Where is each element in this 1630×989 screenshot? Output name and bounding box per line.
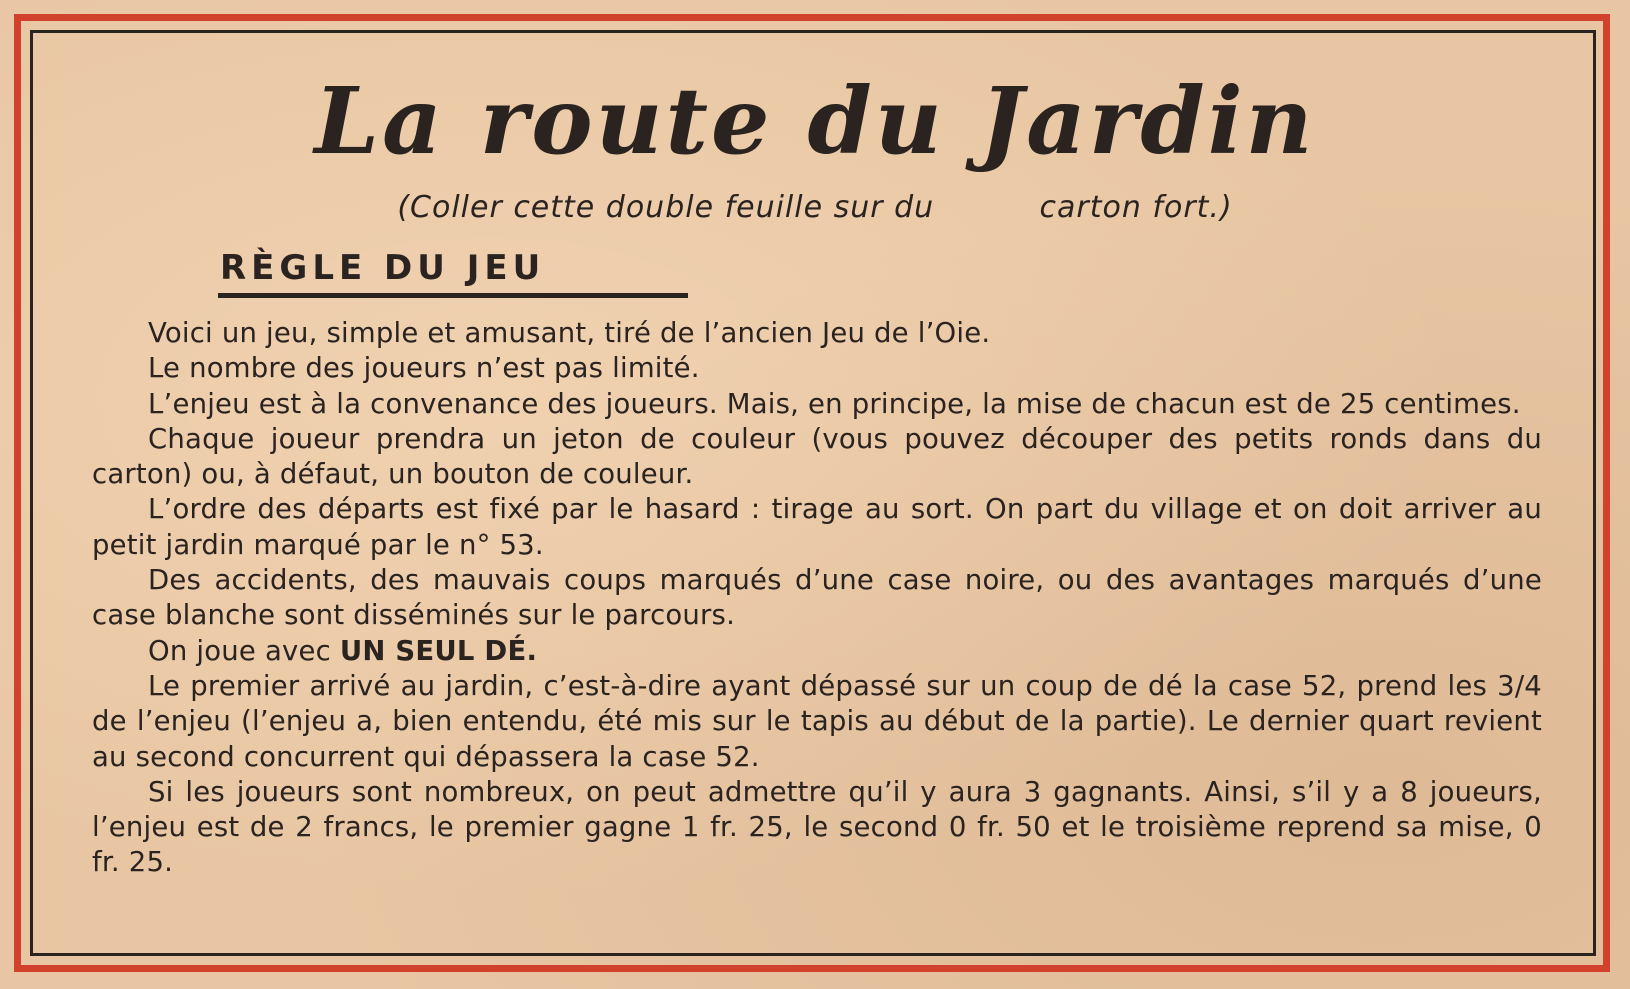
rules-paragraph-6: Des accidents, des mauvais coups marqués d’une case noire, ou des avantages marqués d’une case blanche sont disséminés sur le parcours.: [92, 564, 1542, 632]
rules-paragraph-1: Voici un jeu, simple et amusant, tiré de l’ancien Jeu de l’Oie.: [148, 317, 991, 349]
rules-paragraph-5: L’ordre des départs est fixé par le hasard : tirage au sort. On part du village et on doit arriver au petit jardin marqué par le n° 53.: [92, 493, 1542, 561]
rules-paragraph-8: Le premier arrivé au jardin, c’est-à-dire ayant dépassé sur un coup de dé la case 52, prend les 3/4 de l’enjeu (l’enjeu a, bien entendu, été mis sur le tapis au début de la partie). Le dernier quart revient au second concurrent qui dépassera la case 52.: [92, 669, 1542, 773]
rules-body: [92, 316, 1542, 881]
rules-paragraph-3: L’enjeu est à la convenance des joueurs. Mais, en principe, la mise de chacun est de 25 centimes.: [148, 387, 1521, 420]
rules-paragraph-9: Si les joueurs sont nombreux, on peut admettre qu’il y aura 3 gagnants. Ainsi, s’il y a 8 joueurs, l’enjeu est de 2 francs, le premier gagne 1 fr. 25, le second 0 fr. 50 et le troisième reprend sa mise, 0 fr. 25.: [92, 775, 1542, 879]
rules-paragraph-2: Le nombre des joueurs n’est pas limité.: [148, 352, 700, 385]
subtitle-instruction: (Coller cette double feuille sur du carton fort.): [397, 190, 1233, 225]
rules-paragraph-dice: [92, 634, 1542, 669]
rules-paragraph-4: Chaque joueur prendra un jeton de couleur (vous pouvez découper des petits ronds dans du carton) ou, à défaut, un bouton de couleur.: [92, 422, 1542, 491]
dice-line-emphasis: UN SEUL DÉ.: [339, 634, 538, 667]
page-title: La route du Jardin: [314, 67, 1316, 175]
dice-line-prefix: On joue avec: [148, 634, 340, 667]
heading-underline: [218, 293, 688, 298]
section-heading: RÈGLE DU JEU: [220, 248, 546, 288]
